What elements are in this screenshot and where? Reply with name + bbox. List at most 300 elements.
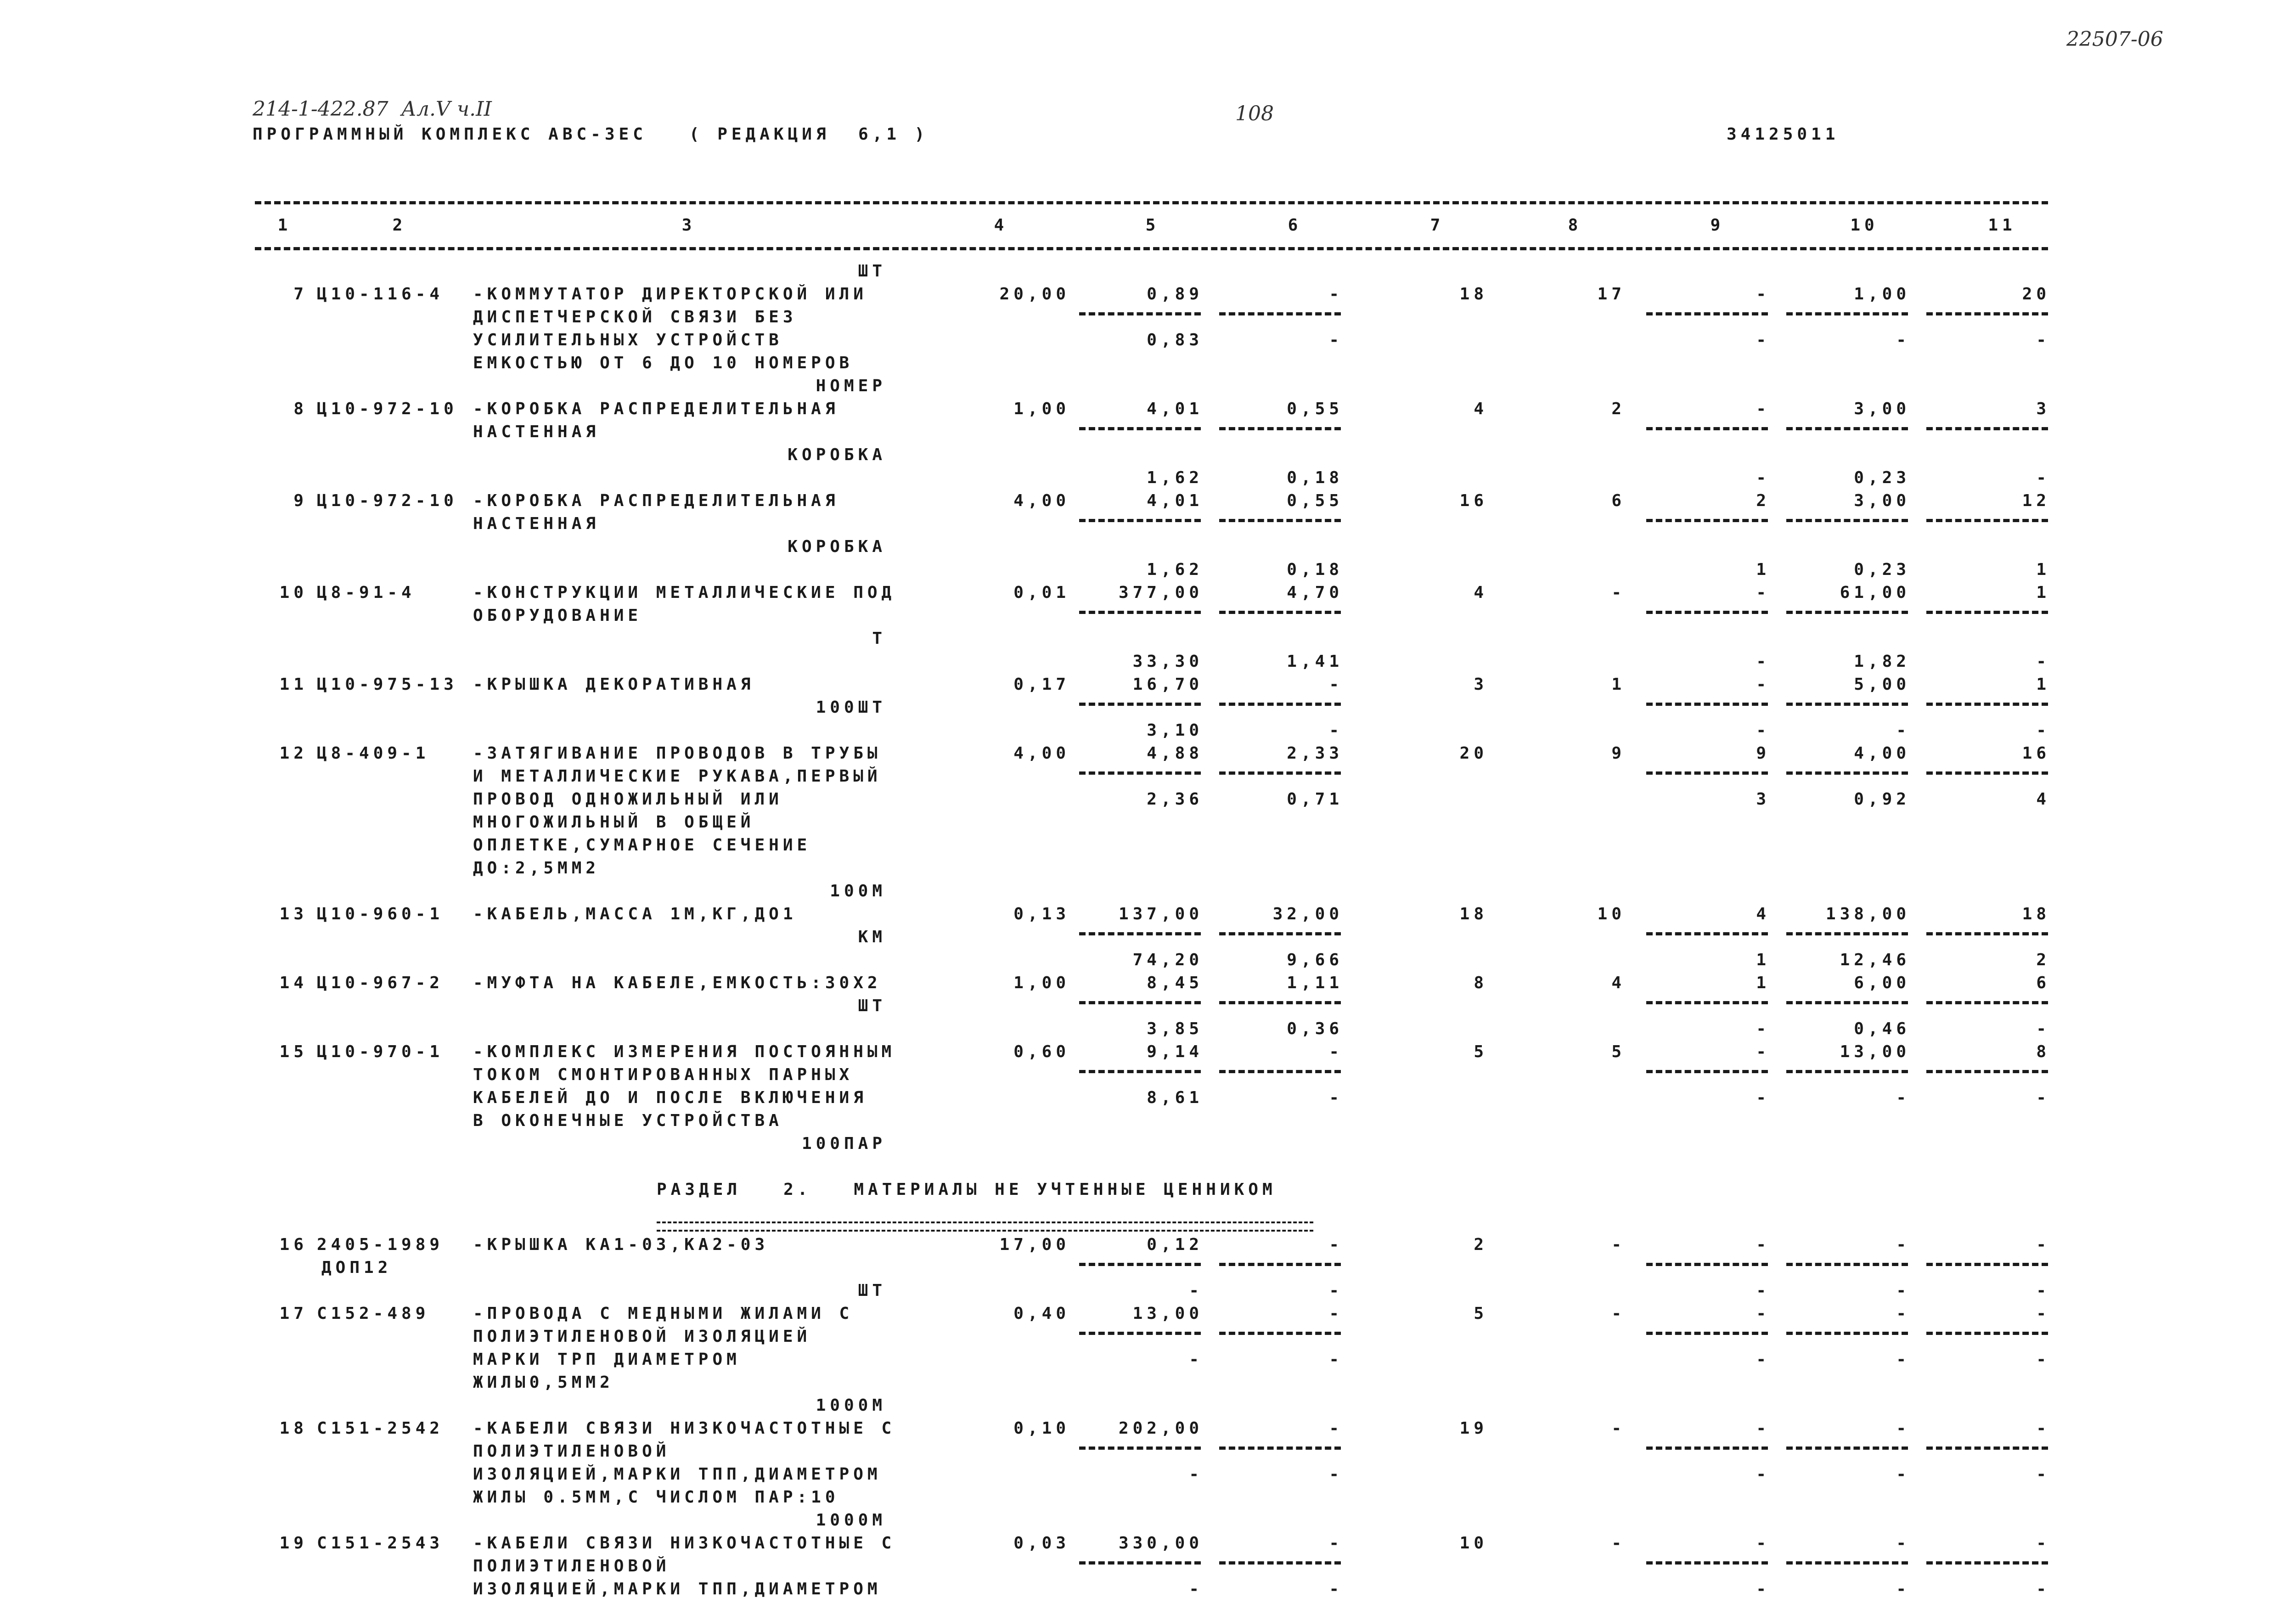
col5-sub-value: 8,61 bbox=[1147, 1088, 1203, 1107]
description-line: ЖИЛЫ0,5ММ2 bbox=[473, 1373, 614, 1392]
sub-rule-c10 bbox=[1786, 1263, 1908, 1266]
col9-sub-value: 1 bbox=[1756, 951, 1770, 969]
column-header-8: 8 bbox=[1568, 216, 1582, 235]
col9-sub-value: - bbox=[1756, 1350, 1770, 1369]
row-number: 7 bbox=[293, 285, 308, 304]
resource-code: Ц10-967-2 bbox=[317, 974, 444, 992]
col6-sub-value: 0,71 bbox=[1287, 790, 1343, 809]
col7-value: 19 bbox=[1459, 1419, 1488, 1438]
col9-sub-value: - bbox=[1756, 721, 1770, 740]
unit-label: КМ bbox=[858, 928, 886, 946]
sub-rule-c11 bbox=[1926, 771, 2048, 775]
col10-value: 6,00 bbox=[1854, 974, 1910, 992]
col6-sub-value: - bbox=[1329, 1465, 1343, 1484]
sub-rule-c11 bbox=[1926, 1447, 2048, 1450]
col10-value: - bbox=[1896, 1419, 1910, 1438]
row-number: 12 bbox=[279, 744, 308, 763]
col6-value: 32,00 bbox=[1272, 905, 1343, 923]
sub-rule-c10 bbox=[1786, 519, 1908, 522]
description-line: МНОГОЖИЛЬНЫЙ В ОБЩЕЙ bbox=[473, 813, 755, 832]
sub-rule-c5 bbox=[1079, 771, 1201, 775]
description-line: ИЗОЛЯЦИЕЙ,МАРКИ ТПП,ДИАМЕТРОМ bbox=[473, 1465, 882, 1484]
col5-value: 9,14 bbox=[1147, 1042, 1203, 1061]
resource-code: Ц8-409-1 bbox=[317, 744, 430, 763]
unit-label: 100М bbox=[830, 882, 886, 901]
column-header-5: 5 bbox=[1145, 216, 1160, 235]
sub-rule-c6 bbox=[1219, 1070, 1341, 1073]
sub-rule-c6 bbox=[1219, 312, 1341, 315]
description-line: ИЗОЛЯЦИЕЙ,МАРКИ ТПП,ДИАМЕТРОМ bbox=[473, 1580, 882, 1598]
quantity: 0,10 bbox=[1013, 1419, 1070, 1438]
row-number: 10 bbox=[279, 583, 308, 602]
col9-sub-value: - bbox=[1756, 1281, 1770, 1300]
col11-sub-value: - bbox=[2036, 721, 2050, 740]
column-header-4: 4 bbox=[994, 216, 1008, 235]
col6-sub-value: 1,41 bbox=[1287, 652, 1343, 671]
description-line: ОБОРУДОВАНИЕ bbox=[473, 606, 642, 625]
col5-value: 4,88 bbox=[1147, 744, 1203, 763]
description-line: -МУФТА НА КАБЕЛЕ,ЕМКОСТЬ:30Х2 bbox=[473, 974, 882, 992]
description-line: ПОЛИЭТИЛЕНОВОЙ bbox=[473, 1442, 670, 1461]
col11-sub-value: 2 bbox=[2036, 951, 2050, 969]
sub-rule-c6 bbox=[1219, 1263, 1341, 1266]
quantity: 0,03 bbox=[1013, 1534, 1070, 1553]
col5-sub-value: 3,85 bbox=[1147, 1019, 1203, 1038]
col11-sub-value: - bbox=[2036, 1019, 2050, 1038]
sub-rule-c5 bbox=[1079, 1561, 1201, 1565]
quantity: 0,13 bbox=[1013, 905, 1070, 923]
col8-value: 17 bbox=[1597, 285, 1626, 304]
description-line: МАРКИ ТРП ДИАМЕТРОМ bbox=[473, 1350, 741, 1369]
col7-value: 3 bbox=[1474, 675, 1488, 694]
doc-reference: 214-1-422.87 Ал.V ч.II bbox=[253, 97, 492, 121]
column-header-6: 6 bbox=[1288, 216, 1302, 235]
sub-rule-c11 bbox=[1926, 932, 2048, 935]
description-line: -КОРОБКА РАСПРЕДЕЛИТЕЛЬНАЯ bbox=[473, 491, 839, 510]
row-number: 11 bbox=[279, 675, 308, 694]
resource-code: С151-2543 bbox=[317, 1534, 444, 1553]
quantity: 20,00 bbox=[999, 285, 1070, 304]
quantity: 1,00 bbox=[1013, 974, 1070, 992]
sub-rule-c9 bbox=[1646, 703, 1768, 706]
col10-value: 3,00 bbox=[1854, 400, 1910, 418]
sub-rule-c6 bbox=[1219, 1561, 1341, 1565]
row-number: 9 bbox=[293, 491, 308, 510]
sub-rule-c9 bbox=[1646, 427, 1768, 430]
sub-rule-c5 bbox=[1079, 1263, 1201, 1266]
col11-value: 1 bbox=[2036, 583, 2050, 602]
sub-rule-c11 bbox=[1926, 1070, 2048, 1073]
col11-sub-value: 1 bbox=[2036, 560, 2050, 579]
description-line: КАБЕЛЕЙ ДО И ПОСЛЕ ВКЛЮЧЕНИЯ bbox=[473, 1088, 867, 1107]
description-line: -КОММУТАТОР ДИРЕКТОРСКОЙ ИЛИ bbox=[473, 285, 867, 304]
col5-sub-value: 74,20 bbox=[1132, 951, 1203, 969]
col5-sub-value: 1,62 bbox=[1147, 468, 1203, 487]
description-line: УСИЛИТЕЛЬНЫХ УСТРОЙСТВ bbox=[473, 331, 783, 349]
col6-value: - bbox=[1329, 285, 1343, 304]
unit-label: КОРОБКА bbox=[788, 445, 886, 464]
unit-label: 1000М bbox=[816, 1396, 886, 1415]
col5-sub-value: - bbox=[1189, 1281, 1203, 1300]
sub-rule-c10 bbox=[1786, 932, 1908, 935]
description-line: И МЕТАЛЛИЧЕСКИЕ РУКАВА,ПЕРВЫЙ bbox=[473, 767, 882, 786]
section-title: РАЗДЕЛ 2. МАТЕРИАЛЫ НЕ УЧТЕННЫЕ ЦЕННИКОМ bbox=[657, 1180, 1277, 1199]
col5-sub-value: - bbox=[1189, 1465, 1203, 1484]
row-number: 8 bbox=[293, 400, 308, 418]
quantity: 4,00 bbox=[1013, 744, 1070, 763]
sub-rule-c9 bbox=[1646, 932, 1768, 935]
sub-rule-c5 bbox=[1079, 1001, 1201, 1004]
column-header-9: 9 bbox=[1710, 216, 1725, 235]
header-bottom-rule bbox=[255, 247, 2048, 250]
col5-value: 4,01 bbox=[1147, 491, 1203, 510]
corner-code: 22507-06 bbox=[2066, 28, 2163, 51]
col7-value: 4 bbox=[1474, 583, 1488, 602]
col7-value: 8 bbox=[1474, 974, 1488, 992]
col7-value: 5 bbox=[1474, 1304, 1488, 1323]
resource-code: С152-489 bbox=[317, 1304, 430, 1323]
col11-value: 3 bbox=[2036, 400, 2050, 418]
col6-sub-value: 0,18 bbox=[1287, 560, 1343, 579]
description-line: ПРОВОД ОДНОЖИЛЬНЫЙ ИЛИ bbox=[473, 790, 783, 809]
col6-value: - bbox=[1329, 1419, 1343, 1438]
col6-sub-value: 0,36 bbox=[1287, 1019, 1343, 1038]
description-line: ЖИЛЫ 0.5ММ,С ЧИСЛОМ ПАР:10 bbox=[473, 1488, 839, 1507]
col9-sub-value: 3 bbox=[1756, 790, 1770, 809]
sub-rule-c6 bbox=[1219, 932, 1341, 935]
col11-sub-value: - bbox=[2036, 1465, 2050, 1484]
col10-value: 1,00 bbox=[1854, 285, 1910, 304]
col5-sub-value: - bbox=[1189, 1350, 1203, 1369]
description-line: -КРЫШКА ДЕКОРАТИВНАЯ bbox=[473, 675, 755, 694]
description-line: -КОРОБКА РАСПРЕДЕЛИТЕЛЬНАЯ bbox=[473, 400, 839, 418]
col10-value: - bbox=[1896, 1304, 1910, 1323]
col10-value: 61,00 bbox=[1840, 583, 1910, 602]
quantity: 0,17 bbox=[1013, 675, 1070, 694]
col7-value: 18 bbox=[1459, 905, 1488, 923]
col6-value: - bbox=[1329, 675, 1343, 694]
unit-label: ШТ bbox=[858, 996, 886, 1015]
col10-value: - bbox=[1896, 1235, 1910, 1254]
sub-rule-c11 bbox=[1926, 427, 2048, 430]
col9-value: 9 bbox=[1756, 744, 1770, 763]
col8-value: - bbox=[1611, 1304, 1626, 1323]
description-line: ЕМКОСТЬЮ ОТ 6 ДО 10 НОМЕРОВ bbox=[473, 354, 854, 372]
col9-value: - bbox=[1756, 1419, 1770, 1438]
col9-value: - bbox=[1756, 675, 1770, 694]
col6-value: 4,70 bbox=[1287, 583, 1343, 602]
sub-rule-c6 bbox=[1219, 703, 1341, 706]
col10-value: 138,00 bbox=[1825, 905, 1910, 923]
col9-value: 4 bbox=[1756, 905, 1770, 923]
col5-sub-value: - bbox=[1189, 1580, 1203, 1598]
description-line: -ЗАТЯГИВАНИЕ ПРОВОДОВ В ТРУБЫ bbox=[473, 744, 882, 763]
description-line: -КОМПЛЕКС ИЗМЕРЕНИЯ ПОСТОЯННЫМ bbox=[473, 1042, 896, 1061]
resource-code: Ц10-972-10 bbox=[317, 400, 458, 418]
description-line: -КАБЕЛИ СВЯЗИ НИЗКОЧАСТОТНЫЕ С bbox=[473, 1534, 896, 1553]
sub-rule-c9 bbox=[1646, 1332, 1768, 1335]
sub-rule-c9 bbox=[1646, 771, 1768, 775]
col9-value: 1 bbox=[1756, 974, 1770, 992]
col5-value: 0,12 bbox=[1147, 1235, 1203, 1254]
resource-code: Ц10-960-1 bbox=[317, 905, 444, 923]
col5-sub-value: 33,30 bbox=[1132, 652, 1203, 671]
sub-rule-c10 bbox=[1786, 1001, 1908, 1004]
col10-value: - bbox=[1896, 1534, 1910, 1553]
col5-sub-value: 0,83 bbox=[1147, 331, 1203, 349]
col9-value: - bbox=[1756, 1235, 1770, 1254]
sub-rule-c5 bbox=[1079, 312, 1201, 315]
page-number: 108 bbox=[1235, 102, 1274, 125]
col8-value: 5 bbox=[1611, 1042, 1626, 1061]
unit-label: ШТ bbox=[858, 262, 886, 281]
sub-rule-c10 bbox=[1786, 1332, 1908, 1335]
resource-code-suffix: ДОП12 bbox=[321, 1258, 392, 1277]
sub-rule-c6 bbox=[1219, 427, 1341, 430]
unit-label: Т bbox=[872, 629, 886, 648]
sub-rule-c9 bbox=[1646, 1561, 1768, 1565]
sub-rule-c10 bbox=[1786, 611, 1908, 614]
col8-value: 9 bbox=[1611, 744, 1626, 763]
col10-sub-value: 0,46 bbox=[1854, 1019, 1910, 1038]
sub-rule-c5 bbox=[1079, 1332, 1201, 1335]
sub-rule-c6 bbox=[1219, 1447, 1341, 1450]
col6-sub-value: - bbox=[1329, 1281, 1343, 1300]
sub-rule-c11 bbox=[1926, 1561, 2048, 1565]
col6-sub-value: - bbox=[1329, 721, 1343, 740]
section-double-rule bbox=[657, 1221, 1313, 1232]
col9-value: - bbox=[1756, 285, 1770, 304]
col5-value: 377,00 bbox=[1118, 583, 1203, 602]
sub-rule-c5 bbox=[1079, 427, 1201, 430]
col11-value: 8 bbox=[2036, 1042, 2050, 1061]
col8-value: 10 bbox=[1597, 905, 1626, 923]
unit-label: 1000М bbox=[816, 1511, 886, 1530]
col8-value: 2 bbox=[1611, 400, 1626, 418]
resource-code: Ц10-970-1 bbox=[317, 1042, 444, 1061]
description-line: -ПРОВОДА С МЕДНЫМИ ЖИЛАМИ С bbox=[473, 1304, 854, 1323]
col5-sub-value: 1,62 bbox=[1147, 560, 1203, 579]
unit-label: ШТ bbox=[858, 1281, 886, 1300]
col5-sub-value: 3,10 bbox=[1147, 721, 1203, 740]
sub-rule-c6 bbox=[1219, 611, 1341, 614]
col10-sub-value: - bbox=[1896, 1350, 1910, 1369]
col9-sub-value: - bbox=[1756, 468, 1770, 487]
col6-sub-value: - bbox=[1329, 331, 1343, 349]
col8-value: 6 bbox=[1611, 491, 1626, 510]
resource-code: Ц10-975-13 bbox=[317, 675, 458, 694]
col11-sub-value: - bbox=[2036, 468, 2050, 487]
col11-value: - bbox=[2036, 1534, 2050, 1553]
description-line: ДИСПЕТЧЕРСКОЙ СВЯЗИ БЕЗ bbox=[473, 308, 797, 326]
sub-rule-c5 bbox=[1079, 519, 1201, 522]
col11-sub-value: - bbox=[2036, 652, 2050, 671]
col9-sub-value: 1 bbox=[1756, 560, 1770, 579]
col9-sub-value: - bbox=[1756, 1465, 1770, 1484]
description-line: -КАБЕЛЬ,МАССА 1М,КГ,ДО1 bbox=[473, 905, 797, 923]
col5-value: 4,01 bbox=[1147, 400, 1203, 418]
sub-rule-c9 bbox=[1646, 1263, 1768, 1266]
col5-value: 137,00 bbox=[1118, 905, 1203, 923]
col6-value: 0,55 bbox=[1287, 491, 1343, 510]
resource-code: Ц10-116-4 bbox=[317, 285, 444, 304]
col8-value: - bbox=[1611, 1419, 1626, 1438]
col9-sub-value: - bbox=[1756, 1580, 1770, 1598]
col11-sub-value: - bbox=[2036, 1281, 2050, 1300]
col5-value: 202,00 bbox=[1118, 1419, 1203, 1438]
sub-rule-c9 bbox=[1646, 1447, 1768, 1450]
sub-rule-c11 bbox=[1926, 703, 2048, 706]
column-header-2: 2 bbox=[392, 216, 407, 235]
header-top-rule bbox=[255, 201, 2048, 204]
col9-value: - bbox=[1756, 1042, 1770, 1061]
col8-value: - bbox=[1611, 1235, 1626, 1254]
col10-sub-value: - bbox=[1896, 1281, 1910, 1300]
column-header-3: 3 bbox=[681, 216, 696, 235]
col5-sub-value: 2,36 bbox=[1147, 790, 1203, 809]
sub-rule-c9 bbox=[1646, 611, 1768, 614]
quantity: 17,00 bbox=[999, 1235, 1070, 1254]
col11-value: - bbox=[2036, 1419, 2050, 1438]
sub-rule-c5 bbox=[1079, 932, 1201, 935]
col11-value: - bbox=[2036, 1235, 2050, 1254]
col6-sub-value: - bbox=[1329, 1088, 1343, 1107]
doc-code: 34125011 bbox=[1727, 125, 1840, 144]
column-header-10: 10 bbox=[1850, 216, 1879, 235]
sub-rule-c6 bbox=[1219, 1001, 1341, 1004]
description-line: ПОЛИЭТИЛЕНОВОЙ bbox=[473, 1557, 670, 1576]
column-header-1: 1 bbox=[277, 216, 292, 235]
col6-value: - bbox=[1329, 1235, 1343, 1254]
col11-sub-value: - bbox=[2036, 1580, 2050, 1598]
col10-value: 13,00 bbox=[1840, 1042, 1910, 1061]
sub-rule-c11 bbox=[1926, 1001, 2048, 1004]
sub-rule-c9 bbox=[1646, 1070, 1768, 1073]
col10-sub-value: 1,82 bbox=[1854, 652, 1910, 671]
col11-value: 20 bbox=[2022, 285, 2050, 304]
row-number: 17 bbox=[279, 1304, 308, 1323]
sub-rule-c6 bbox=[1219, 519, 1341, 522]
quantity: 0,01 bbox=[1013, 583, 1070, 602]
description-line: -КОНСТРУКЦИИ МЕТАЛЛИЧЕСКИЕ ПОД bbox=[473, 583, 896, 602]
col10-sub-value: 0,23 bbox=[1854, 560, 1910, 579]
program-title: ПРОГРАММНЫЙ КОМПЛЕКС АВС-3ЕС ( РЕДАКЦИЯ 6,1 ) bbox=[253, 125, 929, 144]
resource-code: 2405-1989 bbox=[317, 1235, 444, 1254]
sub-rule-c10 bbox=[1786, 771, 1908, 775]
col5-value: 16,70 bbox=[1132, 675, 1203, 694]
col5-value: 13,00 bbox=[1132, 1304, 1203, 1323]
col6-sub-value: 9,66 bbox=[1287, 951, 1343, 969]
col11-value: 6 bbox=[2036, 974, 2050, 992]
col11-sub-value: - bbox=[2036, 1350, 2050, 1369]
description-line: В ОКОНЕЧНЫЕ УСТРОЙСТВА bbox=[473, 1111, 783, 1130]
col6-value: - bbox=[1329, 1304, 1343, 1323]
sub-rule-c9 bbox=[1646, 1001, 1768, 1004]
col7-value: 18 bbox=[1459, 285, 1488, 304]
col10-sub-value: - bbox=[1896, 331, 1910, 349]
col5-value: 0,89 bbox=[1147, 285, 1203, 304]
col10-value: 4,00 bbox=[1854, 744, 1910, 763]
column-header-7: 7 bbox=[1430, 216, 1445, 235]
col7-value: 16 bbox=[1459, 491, 1488, 510]
col5-value: 8,45 bbox=[1147, 974, 1203, 992]
col9-value: - bbox=[1756, 1534, 1770, 1553]
unit-label: 100ПАР bbox=[801, 1134, 886, 1153]
col11-sub-value: 4 bbox=[2036, 790, 2050, 809]
col6-value: - bbox=[1329, 1534, 1343, 1553]
col10-sub-value: - bbox=[1896, 1088, 1910, 1107]
quantity: 1,00 bbox=[1013, 400, 1070, 418]
sub-rule-c11 bbox=[1926, 312, 2048, 315]
description-line: ТОКОМ СМОНТИРОВАННЫХ ПАРНЫХ bbox=[473, 1065, 854, 1084]
sub-rule-c10 bbox=[1786, 1561, 1908, 1565]
col10-sub-value: 0,23 bbox=[1854, 468, 1910, 487]
col7-value: 4 bbox=[1474, 400, 1488, 418]
col10-sub-value: - bbox=[1896, 1580, 1910, 1598]
sub-rule-c5 bbox=[1079, 703, 1201, 706]
col9-sub-value: - bbox=[1756, 331, 1770, 349]
row-number: 14 bbox=[279, 974, 308, 992]
col7-value: 2 bbox=[1474, 1235, 1488, 1254]
col6-value: 1,11 bbox=[1287, 974, 1343, 992]
sub-rule-c11 bbox=[1926, 1332, 2048, 1335]
col10-sub-value: 12,46 bbox=[1840, 951, 1910, 969]
col7-value: 20 bbox=[1459, 744, 1488, 763]
resource-code: Ц10-972-10 bbox=[317, 491, 458, 510]
sub-rule-c6 bbox=[1219, 1332, 1341, 1335]
col6-sub-value: 0,18 bbox=[1287, 468, 1343, 487]
sub-rule-c10 bbox=[1786, 1070, 1908, 1073]
quantity: 4,00 bbox=[1013, 491, 1070, 510]
col11-value: - bbox=[2036, 1304, 2050, 1323]
sub-rule-c10 bbox=[1786, 1447, 1908, 1450]
col6-sub-value: - bbox=[1329, 1350, 1343, 1369]
row-number: 19 bbox=[279, 1534, 308, 1553]
col11-value: 16 bbox=[2022, 744, 2050, 763]
col7-value: 10 bbox=[1459, 1534, 1488, 1553]
col8-value: 4 bbox=[1611, 974, 1626, 992]
col6-value: - bbox=[1329, 1042, 1343, 1061]
col11-sub-value: - bbox=[2036, 331, 2050, 349]
col10-sub-value: 0,92 bbox=[1854, 790, 1910, 809]
unit-label: КОРОБКА bbox=[788, 537, 886, 556]
sub-rule-c5 bbox=[1079, 1070, 1201, 1073]
column-header-11: 11 bbox=[1988, 216, 2016, 235]
description-line: ДО:2,5ММ2 bbox=[473, 859, 600, 878]
row-number: 15 bbox=[279, 1042, 308, 1061]
col7-value: 5 bbox=[1474, 1042, 1488, 1061]
col10-value: 5,00 bbox=[1854, 675, 1910, 694]
sub-rule-c10 bbox=[1786, 312, 1908, 315]
quantity: 0,60 bbox=[1013, 1042, 1070, 1061]
col11-value: 18 bbox=[2022, 905, 2050, 923]
col8-value: - bbox=[1611, 583, 1626, 602]
col9-value: - bbox=[1756, 583, 1770, 602]
resource-code: С151-2542 bbox=[317, 1419, 444, 1438]
col11-value: 1 bbox=[2036, 675, 2050, 694]
col8-value: - bbox=[1611, 1534, 1626, 1553]
col9-sub-value: - bbox=[1756, 652, 1770, 671]
col5-value: 330,00 bbox=[1118, 1534, 1203, 1553]
sub-rule-c11 bbox=[1926, 611, 2048, 614]
resource-code: Ц8-91-4 bbox=[317, 583, 416, 602]
col8-value: 1 bbox=[1611, 675, 1626, 694]
description-line: НАСТЕННАЯ bbox=[473, 422, 600, 441]
description-line: ОПЛЕТКЕ,СУМАРНОЕ СЕЧЕНИЕ bbox=[473, 836, 811, 855]
col9-sub-value: - bbox=[1756, 1088, 1770, 1107]
sub-rule-c6 bbox=[1219, 771, 1341, 775]
col10-sub-value: - bbox=[1896, 721, 1910, 740]
